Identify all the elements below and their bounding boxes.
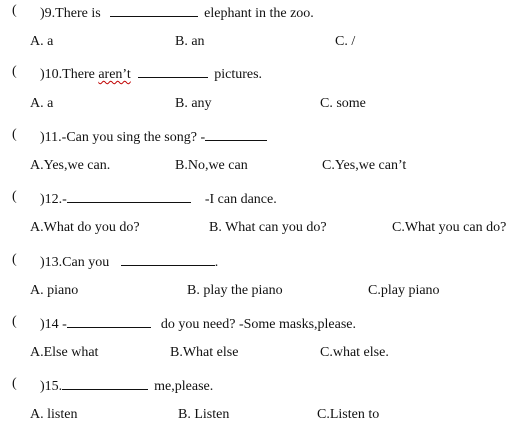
spelling-flagged-word: aren’t bbox=[98, 67, 131, 82]
option-a[interactable]: A.What do you do? bbox=[30, 220, 140, 235]
question-number: )11.-Can you sing the song? - bbox=[40, 126, 267, 147]
question-text: There bbox=[62, 67, 99, 82]
option-b[interactable]: B. any bbox=[175, 96, 212, 111]
answer-blank[interactable] bbox=[121, 251, 215, 266]
question-number: )10.There aren’t pictures. bbox=[40, 63, 262, 84]
option-b[interactable]: B. an bbox=[175, 34, 205, 49]
option-c[interactable]: C. some bbox=[320, 96, 366, 111]
question-number: )12.- -I can dance. bbox=[40, 188, 277, 209]
option-a[interactable]: A. listen bbox=[30, 407, 78, 422]
question-text: -Can you sing the song? - bbox=[61, 130, 206, 145]
question-text-after: elephant in the zoo. bbox=[204, 6, 314, 21]
option-b[interactable]: B. play the piano bbox=[187, 283, 283, 298]
option-c[interactable]: C.play piano bbox=[368, 283, 440, 298]
option-b[interactable]: B.What else bbox=[170, 345, 239, 360]
answer-paren: ( bbox=[12, 3, 17, 18]
option-c[interactable]: C. / bbox=[335, 34, 356, 49]
question-text: Can you bbox=[62, 255, 110, 270]
answer-blank[interactable] bbox=[110, 2, 198, 17]
option-a[interactable]: A.Else what bbox=[30, 345, 99, 360]
answer-paren: ( bbox=[12, 376, 17, 391]
question-text-after: do you need? -Some masks,please. bbox=[160, 317, 357, 332]
answer-paren: ( bbox=[12, 127, 17, 142]
option-b[interactable]: B.No,we can bbox=[175, 158, 248, 173]
question-number: )14 - do you need? -Some masks,please. bbox=[40, 313, 356, 334]
answer-paren: ( bbox=[12, 64, 17, 79]
answer-paren: ( bbox=[12, 252, 17, 267]
answer-blank[interactable] bbox=[62, 375, 148, 390]
option-c[interactable]: C.what else. bbox=[320, 345, 389, 360]
option-c[interactable]: C.Listen to bbox=[317, 407, 380, 422]
question-text: There is bbox=[55, 6, 101, 21]
answer-blank[interactable] bbox=[67, 313, 151, 328]
question-number: )15. me,please. bbox=[40, 375, 213, 396]
option-a[interactable]: A. piano bbox=[30, 283, 79, 298]
option-a[interactable]: A.Yes,we can. bbox=[30, 158, 111, 173]
answer-blank[interactable] bbox=[138, 63, 208, 78]
option-c[interactable]: C.Yes,we can’t bbox=[322, 158, 407, 173]
option-b[interactable]: B. Listen bbox=[178, 407, 230, 422]
question-text-after: -I can dance. bbox=[204, 192, 277, 207]
answer-paren: ( bbox=[12, 189, 17, 204]
option-b[interactable]: B. What can you do? bbox=[209, 220, 327, 235]
answer-paren: ( bbox=[12, 314, 17, 329]
question-text-after: me,please. bbox=[154, 379, 214, 394]
option-c[interactable]: C.What you can do? bbox=[392, 220, 507, 235]
answer-blank[interactable] bbox=[205, 126, 267, 141]
question-number: )9.There is elephant in the zoo. bbox=[40, 2, 314, 23]
question-text-after: pictures. bbox=[214, 67, 263, 82]
answer-blank[interactable] bbox=[67, 188, 191, 203]
question-number: )13.Can you . bbox=[40, 251, 218, 272]
option-a[interactable]: A. a bbox=[30, 96, 54, 111]
question-text-after: . bbox=[214, 255, 219, 270]
option-a[interactable]: A. a bbox=[30, 34, 54, 49]
